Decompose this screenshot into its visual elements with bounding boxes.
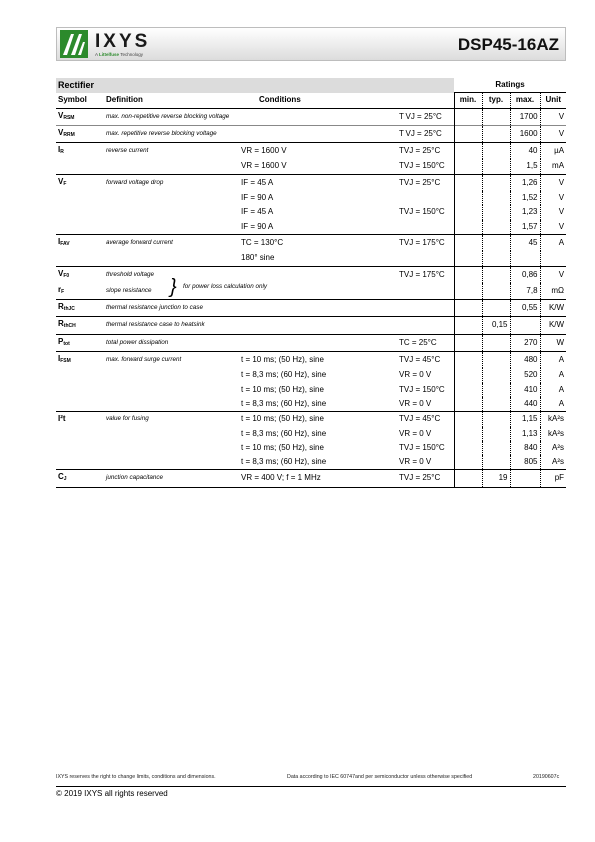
brace-icon: } [170,275,177,298]
table-row: $V_F$ forward voltage drop IF = 45 A TVJ = 25°C 1,26 V [56,174,566,191]
table-row: IF = 45 A TVJ = 150°C 1,23 V [56,205,566,219]
table-row: $I_{FSM}$ max. forward surge current t = 10 ms; (50 Hz), sine TVJ = 45°C 480 A [56,352,566,369]
footer-disclaimer: IXYS reserves the right to change limits, conditions and dimensions. [56,774,216,780]
table-row: VR = 1600 V TVJ = 150°C 1,5 mA [56,159,566,174]
table-row: $V_{RSM}$ max. non-repetitive reverse blocking voltage T VJ = 25°C 1700 V [56,108,566,125]
col-symbol: Symbol [56,93,104,108]
footer-standard-note: Data according to IEC 60747and per semiconductor unless otherwise specified [287,774,473,780]
part-number: DSP45-16AZ [457,35,559,54]
ixys-logo-icon [60,30,88,58]
table-row: I²t value for fusing t = 10 ms; (50 Hz), sine TVJ = 45°C 1,15 kA²s [56,412,566,427]
table-row: t = 10 ms; (50 Hz), sine TVJ = 150°C 840 A²s [56,441,566,455]
table-row: t = 8,3 ms; (60 Hz), sine VR = 0 V 805 A²s [56,455,566,470]
table-row: $V_{RRM}$ max. repetitive reverse blocking voltage T VJ = 25°C 1600 V [56,125,566,142]
copyright: © 2019 IXYS all rights reserved [56,789,168,798]
column-header-row [56,93,566,108]
table-row: t = 8,3 ms; (60 Hz), sine VR = 0 V 520 A [56,368,566,382]
col-definition: Definition [104,93,239,108]
ratings-title: Ratings [454,78,566,93]
brace-note: for power loss calculation only [183,282,267,290]
table-row: $r_F$ slope resistance } for power loss calculation only 7,8 mΩ [58,275,565,298]
table-row: $I_{FAV}$ average forward current TC = 130°C TVJ = 175°C 45 A [56,234,566,251]
table-row: 180° sine [56,251,566,266]
table-row: t = 8,3 ms; (60 Hz), sine VR = 0 V 1,13 kA²s [56,427,566,441]
table-row: $P_{tot}$ total power dissipation TC = 25°C 270 W [56,334,566,351]
table-row: t = 8,3 ms; (60 Hz), sine VR = 0 V 440 A [56,397,566,412]
col-typ: typ. [482,93,510,108]
header-bar [56,27,566,61]
brand-tagline: A Littelfuse Technology [95,52,143,57]
brace-group: threshold voltage [104,266,239,283]
table-row: $I_R$ reverse current VR = 1600 V TVJ = 25°C 40 µA [56,143,566,160]
col-max: max. [510,93,540,108]
col-unit: Unit [540,93,566,108]
section-title: Rectifier [56,78,454,93]
table-row: IF = 90 A 1,57 V [56,220,566,235]
table-row: $R_{thCH}$ thermal resistance case to heatsink 0,15 K/W [56,317,566,334]
table-row: t = 10 ms; (50 Hz), sine TVJ = 150°C 410 A [56,383,566,397]
rectifier-spec-table [56,78,566,488]
col-conditions: Conditions [239,93,397,108]
table-row: $C_J$ junction capacitance VR = 400 V; f = 1 MHz TVJ = 25°C 19 pF [56,470,566,487]
col-min: min. [454,93,482,108]
table-row: IF = 90 A 1,52 V [56,191,566,205]
brand-name: IXYS [95,31,151,52]
table-row: $V_{F0}$ threshold voltage TVJ = 175°C 0,86 V [56,266,566,283]
footer-divider [56,786,566,787]
footer-revision: 20190607c [533,774,560,780]
table-row: $R_{thJC}$ thermal resistance junction to case 0,55 K/W [56,300,566,317]
